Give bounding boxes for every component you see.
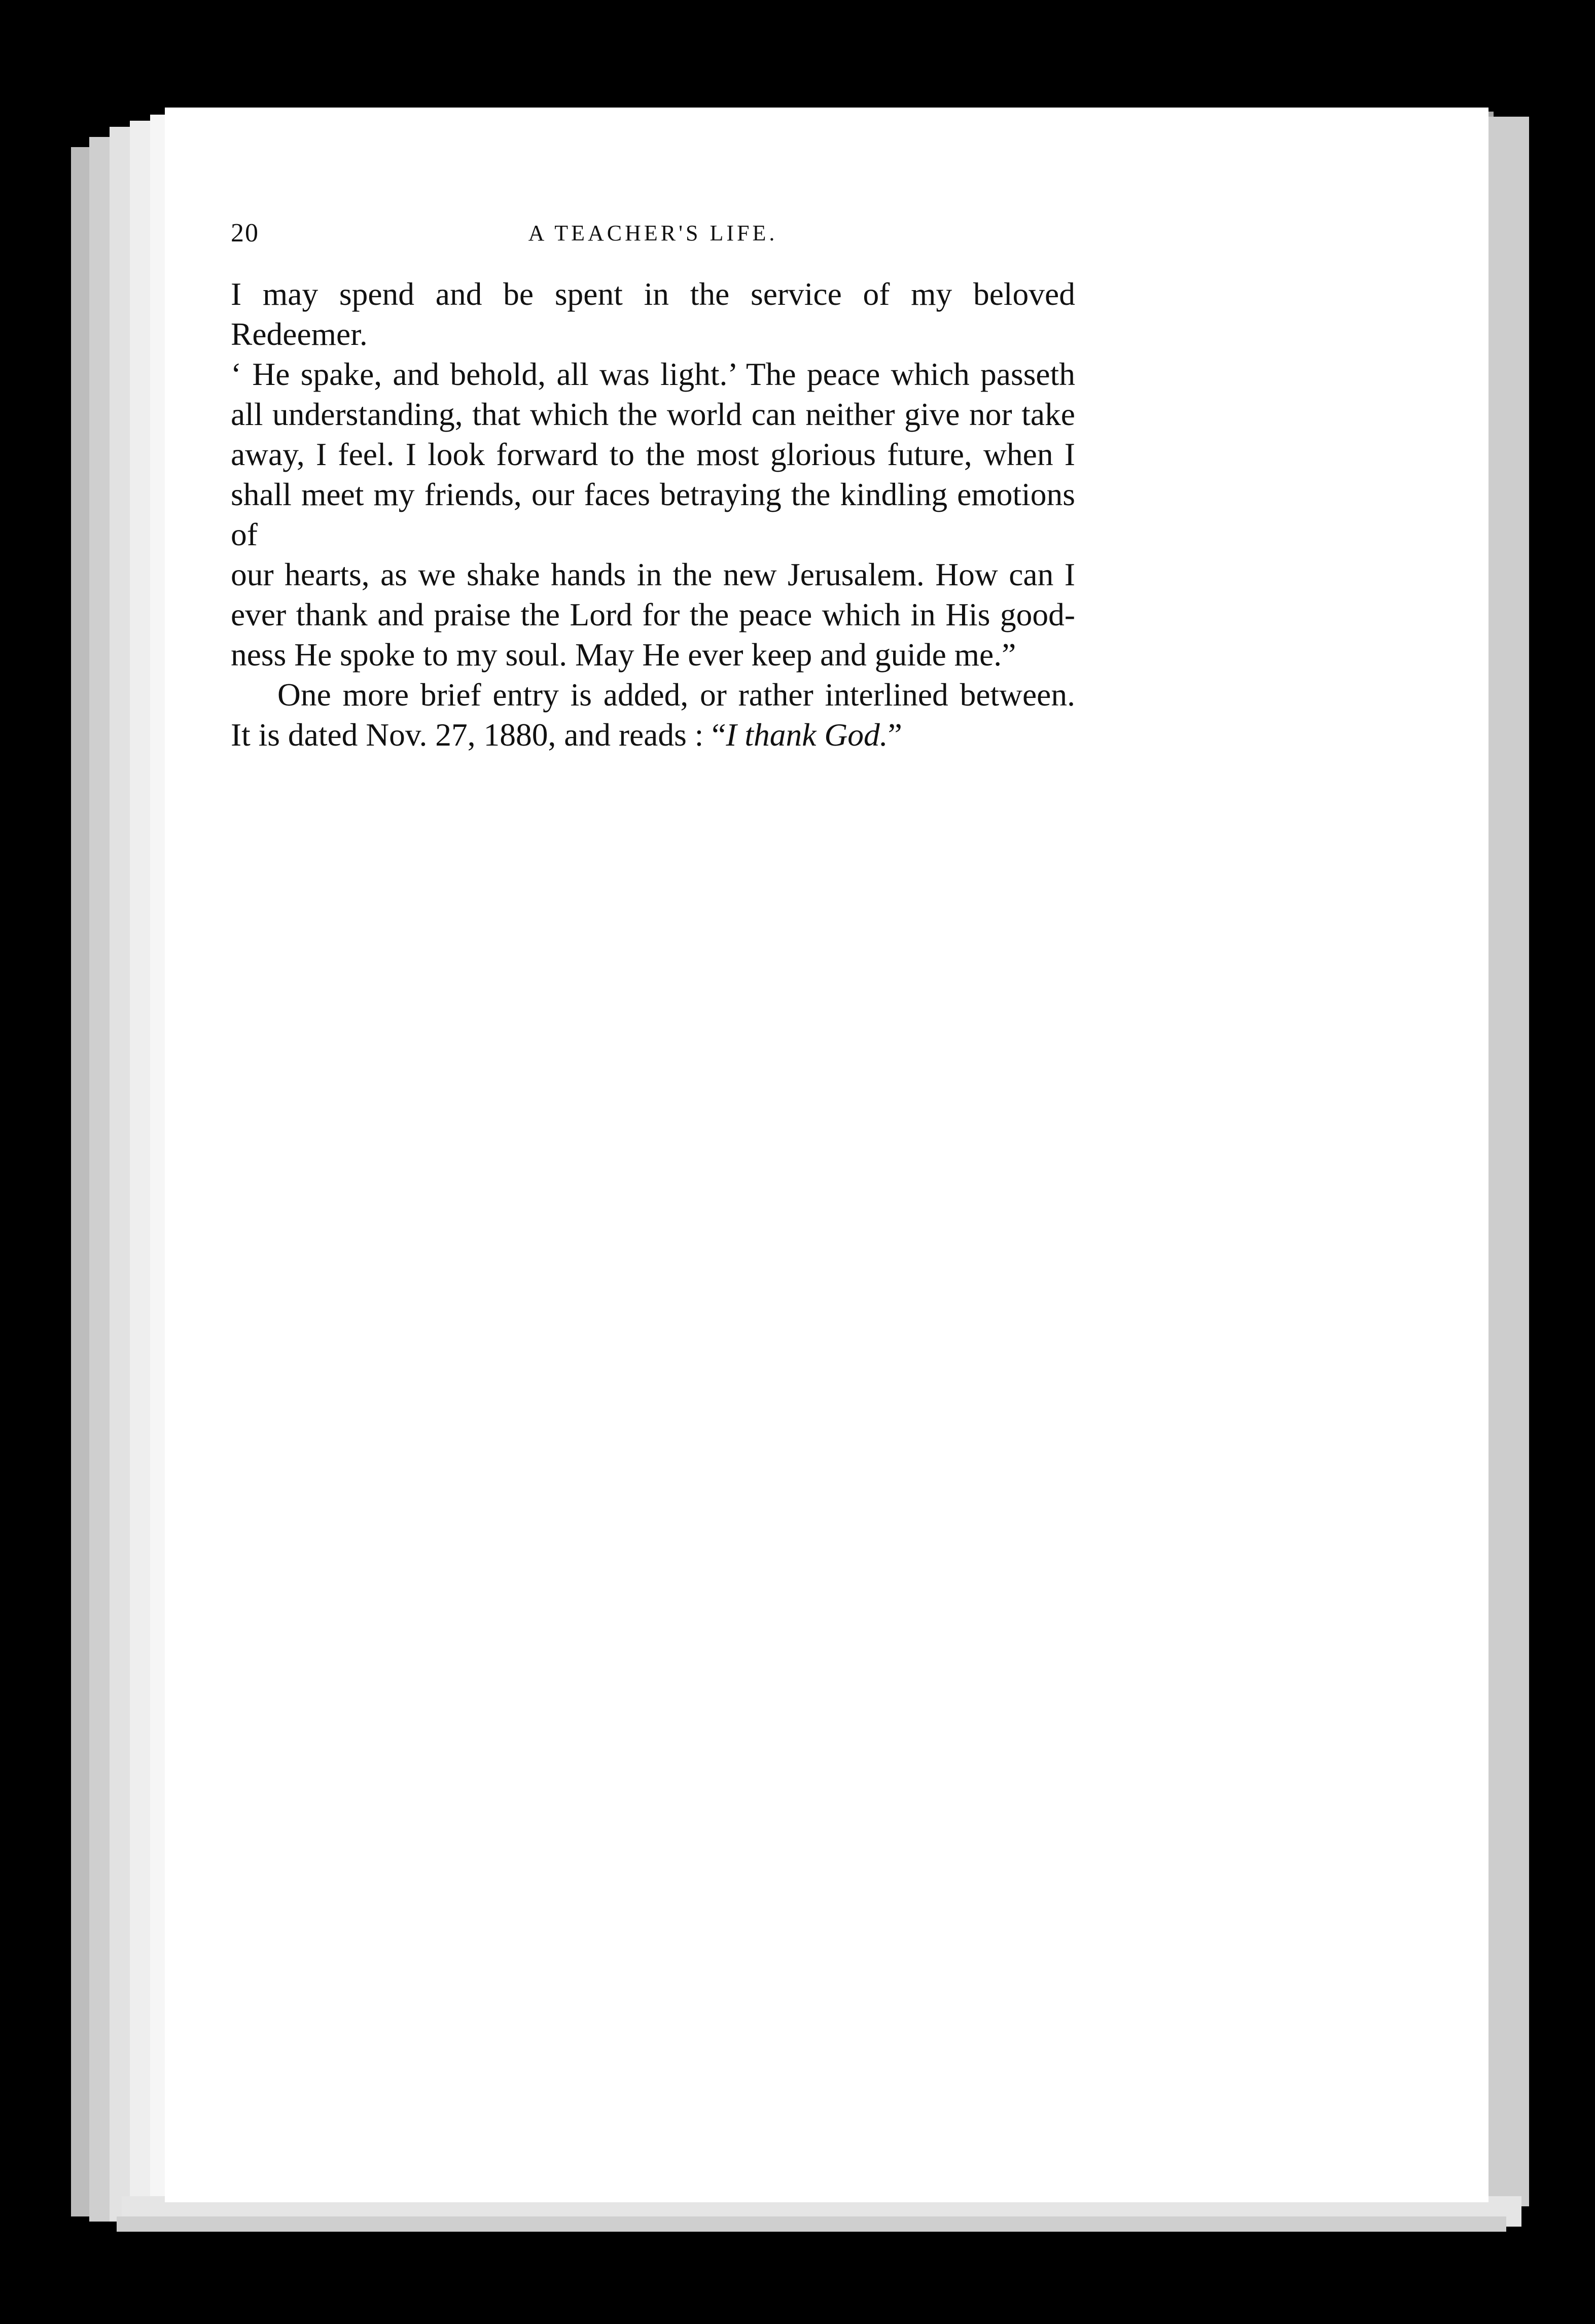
text-line: all understanding, that which the world can neither give nor take bbox=[231, 396, 1075, 432]
text-line: One more brief entry is added, or rather interlined between. bbox=[277, 677, 1075, 713]
text-line: away, I feel. I look forward to the most glorious future, when I bbox=[231, 436, 1075, 472]
paragraph bbox=[231, 675, 1075, 755]
text-line: ‘ He spake, and behold, all was light.’ The peace which passeth bbox=[231, 356, 1075, 392]
text-line bbox=[231, 715, 1075, 755]
page-stack-edge bbox=[89, 137, 110, 2222]
page-stack-edge bbox=[130, 121, 150, 2221]
page-number: 20 bbox=[231, 219, 259, 248]
text-line: shall meet my friends, our faces betraying the kindling emotions of bbox=[231, 476, 1075, 552]
page-bottom-edge bbox=[117, 2216, 1506, 2232]
page-stack-edge bbox=[110, 127, 130, 2222]
page-stack-edge bbox=[71, 147, 89, 2216]
text-line: ever thank and praise the Lord for the peace which in His good- bbox=[231, 596, 1075, 632]
text-line: our hearts, as we shake hands in the new Jerusalem. How can I bbox=[231, 556, 1075, 592]
paragraph bbox=[231, 274, 1075, 675]
page-header bbox=[231, 218, 1075, 259]
text-segment: It is dated Nov. 27, 1880, and reads : “ bbox=[231, 717, 726, 753]
italic-quote: I thank God. bbox=[726, 717, 888, 753]
text-segment: ” bbox=[888, 717, 902, 753]
body-text bbox=[231, 274, 1075, 755]
page-stack-edge bbox=[150, 115, 165, 2220]
running-head: A TEACHER'S LIFE. bbox=[528, 221, 778, 245]
text-line: ness He spoke to my soul. May He ever keep and guide me.” bbox=[231, 637, 1016, 673]
text-line: I may spend and be spent in the service of my beloved Redeemer. bbox=[231, 276, 1075, 352]
